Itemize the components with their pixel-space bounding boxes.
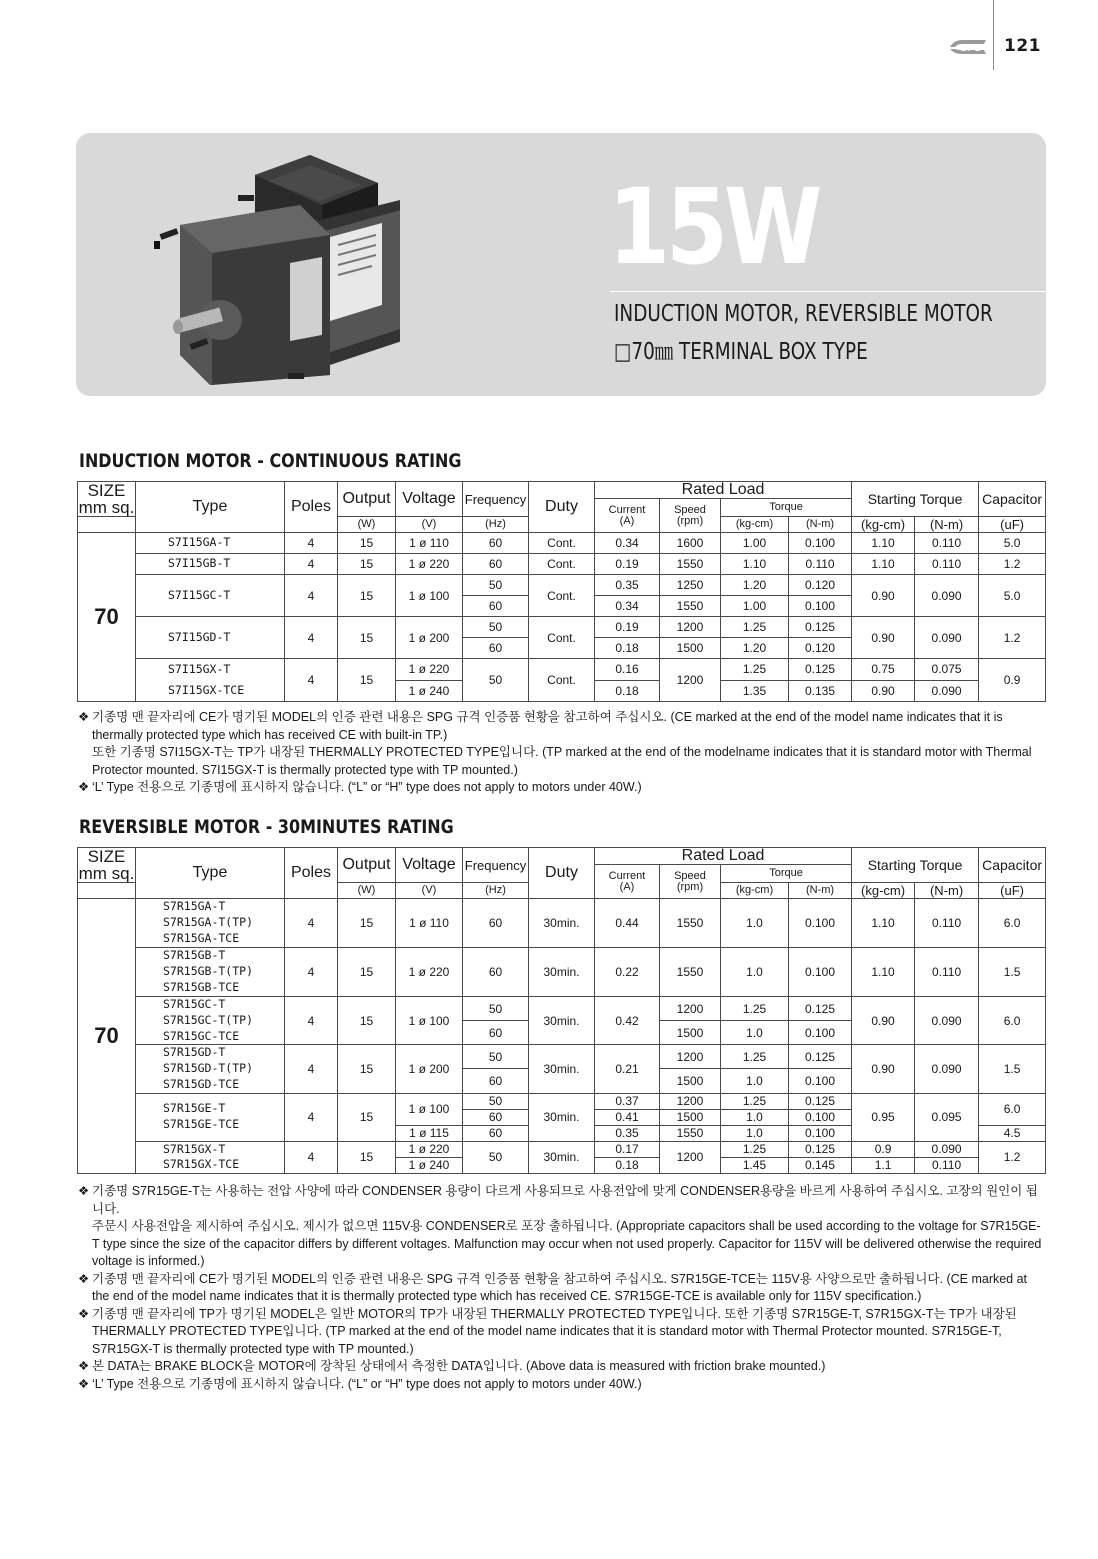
size-unit [78, 517, 136, 533]
capacitor-cell: 6.0 [979, 997, 1046, 1045]
torque-kg-cell: 1.45 [721, 1157, 789, 1173]
st-kg-cell: 1.10 [852, 533, 915, 554]
table-row [78, 1141, 1046, 1157]
torque-nm-unit: (N-m) [789, 883, 852, 899]
torque-kg-cell: 1.25 [721, 659, 789, 681]
torque-nm-cell: 0.100 [789, 1109, 852, 1125]
frequency-cell: 60 [463, 1125, 529, 1141]
current-cell: 0.44 [595, 899, 660, 948]
capacitor-cell: 5.0 [979, 533, 1046, 554]
torque-nm-cell: 0.100 [789, 533, 852, 554]
table-row [78, 617, 1046, 638]
poles-cell: 4 [285, 899, 338, 948]
torque-kg-cell: 1.25 [721, 1045, 789, 1069]
table-row [78, 948, 1046, 997]
model-type: S7R15GE-T S7R15GE-TCE [136, 1093, 285, 1141]
size-value: 70 [78, 899, 136, 1174]
torque-kg-cell: 1.25 [721, 1093, 789, 1109]
model-type: S7I15GX-T S7I15GX-TCE [136, 659, 285, 702]
note-item: ❖ 기종명 맨 끝자리에 CE가 명기된 MODEL의 인증 관련 내용은 SPG 규격 인증품 현황을 참고하여 주십시오. (CE marked at the end of the model name indicates that it is thermally protected type which has received CE with built-in TP.) 또한 기종명 S7I15GX-T는 TP가 내장된 THERMALLY PROTECTED TYPE입니다. (TP marked at the end of the modelname indicates that it is standard motor with Thermal Protector mounted. S7I15GX-T is thermally protected type with TP mounted.) [78, 710, 1032, 777]
induction-table [77, 481, 1046, 702]
st-nm-cell: 0.110 [915, 899, 979, 948]
voltage-unit: (V) [396, 517, 463, 533]
voltage-cell: 1 ø 220 [396, 948, 463, 997]
voltage-cell: 1 ø 200 [396, 617, 463, 659]
st-nm-cell: 0.090 [915, 617, 979, 659]
induction-section-title: INDUCTION MOTOR - CONTINUOUS RATING [79, 450, 462, 472]
torque-nm-cell: 0.145 [789, 1157, 852, 1173]
current-cell: 0.34 [595, 596, 660, 617]
motor-photo [150, 145, 400, 385]
torque-header: Torque [721, 499, 852, 517]
output-cell: 15 [338, 659, 396, 702]
header-divider [993, 0, 994, 70]
wattage-heading: 15W [608, 166, 819, 288]
current-cell: 0.17 [595, 1141, 660, 1157]
capacitor-cell: 4.5 [979, 1125, 1046, 1141]
table-row [78, 659, 1046, 681]
output-cell: 15 [338, 997, 396, 1045]
rated-load-header: Rated Load [595, 848, 852, 865]
duty-cell: 30min. [529, 1045, 595, 1093]
output-header: Output [338, 848, 396, 883]
voltage-cell: 1 ø 100 [396, 1093, 463, 1125]
frequency-cell: 50 [463, 1141, 529, 1174]
speed-cell: 1200 [660, 1045, 721, 1069]
reversible-notes [78, 1183, 1045, 1393]
duty-cell: 30min. [529, 948, 595, 997]
frequency-cell: 50 [463, 997, 529, 1021]
voltage-cell: 1 ø 240 [396, 680, 463, 702]
duty-cell: Cont. [529, 554, 595, 575]
torque-nm-unit: (N-m) [789, 517, 852, 533]
capacitor-unit: (uF) [979, 883, 1046, 899]
duty-header: Duty [529, 482, 595, 533]
duty-header: Duty [529, 848, 595, 899]
frequency-unit: (Hz) [463, 883, 529, 899]
st-kg-cell: 0.90 [852, 680, 915, 702]
current-cell: 0.35 [595, 1125, 660, 1141]
voltage-header: Voltage [396, 848, 463, 883]
type-header: Type [136, 848, 285, 899]
speed-cell: 1500 [660, 1069, 721, 1093]
current-cell: 0.19 [595, 554, 660, 575]
speed-header: Speed (rpm) [660, 499, 721, 533]
frequency-cell: 60 [463, 1021, 529, 1045]
table-row [78, 575, 1046, 596]
frequency-unit: (Hz) [463, 517, 529, 533]
speed-cell: 1200 [660, 1141, 721, 1174]
st-kg-cell: 0.90 [852, 617, 915, 659]
speed-cell: 1550 [660, 899, 721, 948]
voltage-header: Voltage [396, 482, 463, 517]
current-cell: 0.19 [595, 617, 660, 638]
poles-header: Poles [285, 848, 338, 899]
st-nm-cell: 0.110 [915, 554, 979, 575]
model-type: S7I15GD-T [136, 617, 285, 659]
frequency-cell: 60 [463, 554, 529, 575]
speed-cell: 1600 [660, 533, 721, 554]
voltage-cell: 1 ø 100 [396, 997, 463, 1045]
speed-cell: 1500 [660, 1021, 721, 1045]
poles-cell: 4 [285, 617, 338, 659]
torque-kg-cell: 1.25 [721, 617, 789, 638]
speed-cell: 1550 [660, 554, 721, 575]
torque-nm-cell: 0.120 [789, 575, 852, 596]
torque-nm-cell: 0.100 [789, 1069, 852, 1093]
st-kg-cell: 0.95 [852, 1093, 915, 1141]
torque-nm-cell: 0.100 [789, 596, 852, 617]
output-cell: 15 [338, 575, 396, 617]
st-kg-cell: 0.9 [852, 1141, 915, 1157]
current-cell: 0.42 [595, 997, 660, 1045]
hero-subtitle-2: □70㎜ TERMINAL BOX TYPE [614, 339, 868, 365]
torque-kg-cell: 1.0 [721, 1069, 789, 1093]
note-item: ❖ 기종명 맨 끝자리에 CE가 명기된 MODEL의 인증 관련 내용은 SPG 규격 인증품 현황을 참고하여 주십시오. S7R15GE-TCE는 115V용 사양으로만 출하됩니다. (CE marked at the end of the model name indicates that it is thermally protected type which has received CE. S7R15GE-TCE is available only for 115V specification.) [78, 1271, 1028, 1303]
output-cell: 15 [338, 1141, 396, 1174]
voltage-cell: 1 ø 220 [396, 659, 463, 681]
note-item: ❖ ‘L’ Type 전용으로 기종명에 표시하지 않습니다. (“L” or “H” type does not apply to motors under 40W.) [78, 1376, 642, 1391]
torque-nm-cell: 0.125 [789, 1093, 852, 1109]
torque-kg-cell: 1.00 [721, 596, 789, 617]
induction-notes [78, 709, 1045, 797]
model-type: S7R15GC-T S7R15GC-T(TP) S7R15GC-TCE [136, 997, 285, 1045]
model-type: S7R15GA-T S7R15GA-T(TP) S7R15GA-TCE [136, 899, 285, 948]
speed-cell: 1500 [660, 1109, 721, 1125]
model-type: S7I15GB-T [136, 554, 285, 575]
size-unit [78, 883, 136, 899]
voltage-cell: 1 ø 220 [396, 554, 463, 575]
reversible-section-title: REVERSIBLE MOTOR - 30MINUTES RATING [79, 816, 454, 838]
model-type: S7I15GA-T [136, 533, 285, 554]
output-unit: (W) [338, 883, 396, 899]
model-type: S7R15GB-T S7R15GB-T(TP) S7R15GB-TCE [136, 948, 285, 997]
current-header: Current (A) [595, 865, 660, 899]
st-nm-unit: (N-m) [915, 883, 979, 899]
hero-subtitle-1: INDUCTION MOTOR, REVERSIBLE MOTOR [614, 301, 993, 327]
st-nm-cell: 0.075 [915, 659, 979, 681]
poles-cell: 4 [285, 575, 338, 617]
note-item: ❖ 기종명 S7R15GE-T는 사용하는 전압 사양에 따라 CONDENSER 용량이 다르게 사용되므로 사용전압에 맞게 CONDENSER용량을 바르게 사용하여 주십시오. 고장의 원인이 됩니다. 주문시 사용전압을 제시하여 주십시오. 제시가 없으면 115V용 CONDENSER로 포장 출하됩니다. (Appropriate capacitors shall be used according to the voltage for S7R15GE-T type since the size of the capacitor differs by different voltages. Malfunction may occur when not used properly. Capacitor for 115V will be delivered otherwise the required voltage is informed.) [78, 1184, 1042, 1268]
current-cell: 0.35 [595, 575, 660, 596]
st-kg-cell: 1.10 [852, 948, 915, 997]
current-cell: 0.41 [595, 1109, 660, 1125]
size-value: 70 [78, 533, 136, 702]
output-cell: 15 [338, 1093, 396, 1141]
capacitor-cell: 6.0 [979, 899, 1046, 948]
table-row [78, 533, 1046, 554]
model-type: S7I15GC-T [136, 575, 285, 617]
duty-cell: 30min. [529, 899, 595, 948]
frequency-cell: 60 [463, 533, 529, 554]
capacitor-header: Capacitor [979, 482, 1046, 517]
st-nm-cell: 0.090 [915, 575, 979, 617]
st-kg-cell: 0.90 [852, 997, 915, 1045]
voltage-cell: 1 ø 115 [396, 1125, 463, 1141]
duty-cell: Cont. [529, 533, 595, 554]
capacitor-cell: 0.9 [979, 659, 1046, 702]
capacitor-cell: 1.5 [979, 1045, 1046, 1093]
poles-cell: 4 [285, 554, 338, 575]
duty-cell: Cont. [529, 575, 595, 617]
table-row [78, 1045, 1046, 1069]
output-cell: 15 [338, 1045, 396, 1093]
frequency-cell: 60 [463, 899, 529, 948]
torque-kgcm-unit: (kg-cm) [721, 883, 789, 899]
torque-nm-cell: 0.125 [789, 997, 852, 1021]
st-nm-cell: 0.090 [915, 1045, 979, 1093]
st-kg-cell: 0.75 [852, 659, 915, 681]
table-row [78, 997, 1046, 1021]
duty-cell: Cont. [529, 617, 595, 659]
speed-cell: 1200 [660, 617, 721, 638]
st-kg-cell: 1.10 [852, 899, 915, 948]
poles-cell: 4 [285, 948, 338, 997]
torque-kg-cell: 1.20 [721, 575, 789, 596]
torque-nm-cell: 0.125 [789, 1141, 852, 1157]
output-header: Output [338, 482, 396, 517]
capacitor-cell: 1.2 [979, 1141, 1046, 1174]
current-cell: 0.21 [595, 1045, 660, 1093]
frequency-cell: 50 [463, 575, 529, 596]
capacitor-header: Capacitor [979, 848, 1046, 883]
note-item: ❖ ‘L’ Type 전용으로 기종명에 표시하지 않습니다. (“L” or “H” type does not apply to motors under 40W.) [78, 780, 642, 794]
type-header: Type [136, 482, 285, 533]
current-header: Current (A) [595, 499, 660, 533]
speed-cell: 1550 [660, 596, 721, 617]
duty-cell: Cont. [529, 659, 595, 702]
speed-cell: 1500 [660, 638, 721, 659]
current-cell: 0.37 [595, 1093, 660, 1109]
torque-kg-cell: 1.10 [721, 554, 789, 575]
size-header: SIZE mm sq. [78, 847, 135, 883]
current-cell: 0.16 [595, 659, 660, 681]
voltage-unit: (V) [396, 883, 463, 899]
torque-nm-cell: 0.125 [789, 659, 852, 681]
st-nm-unit: (N-m) [915, 517, 979, 533]
voltage-cell: 1 ø 200 [396, 1045, 463, 1093]
table-row [78, 899, 1046, 948]
output-cell: 15 [338, 617, 396, 659]
table-row [78, 554, 1046, 575]
poles-cell: 4 [285, 533, 338, 554]
poles-cell: 4 [285, 659, 338, 702]
voltage-cell: 1 ø 110 [396, 899, 463, 948]
current-cell: 0.18 [595, 1157, 660, 1173]
torque-kg-cell: 1.00 [721, 533, 789, 554]
voltage-cell: 1 ø 240 [396, 1157, 463, 1173]
hero-rule [610, 291, 1046, 292]
reversible-table [77, 847, 1046, 1174]
output-unit: (W) [338, 517, 396, 533]
duty-cell: 30min. [529, 997, 595, 1045]
st-kg-cell: 0.90 [852, 1045, 915, 1093]
output-cell: 15 [338, 554, 396, 575]
svg-text:SPG: SPG [961, 44, 982, 54]
torque-kg-cell: 1.25 [721, 997, 789, 1021]
duty-cell: 30min. [529, 1141, 595, 1174]
starting-torque-header: Starting Torque [852, 848, 979, 883]
torque-kg-cell: 1.0 [721, 899, 789, 948]
torque-header: Torque [721, 865, 852, 883]
torque-kg-cell: 1.0 [721, 1021, 789, 1045]
torque-nm-cell: 0.100 [789, 948, 852, 997]
st-nm-cell: 0.090 [915, 1141, 979, 1157]
torque-nm-cell: 0.100 [789, 899, 852, 948]
st-nm-cell: 0.110 [915, 948, 979, 997]
st-nm-cell: 0.095 [915, 1093, 979, 1141]
frequency-header: Frequency [463, 482, 529, 517]
model-type: S7R15GD-T S7R15GD-T(TP) S7R15GD-TCE [136, 1045, 285, 1093]
torque-nm-cell: 0.100 [789, 1021, 852, 1045]
rated-load-header: Rated Load [595, 482, 852, 499]
torque-nm-cell: 0.135 [789, 680, 852, 702]
voltage-cell: 1 ø 110 [396, 533, 463, 554]
frequency-cell: 50 [463, 1045, 529, 1069]
st-nm-cell: 0.110 [915, 533, 979, 554]
st-nm-cell: 0.110 [915, 1157, 979, 1173]
voltage-cell: 1 ø 220 [396, 1141, 463, 1157]
output-cell: 15 [338, 948, 396, 997]
frequency-cell: 60 [463, 596, 529, 617]
note-item: ❖ 기종명 맨 끝자리에 TP가 명기된 MODEL은 일반 MOTOR의 TP가 내장된 THERMALLY PROTECTED TYPE입니다. 또한 기종명 S7R15GE-T, S7R15GX-T는 TP가 내장된 THERMALLY PROTECTED TYPE입니다. (TP marked at the end of the model name indicates that it is standard motor with Thermal Protector mounted. S7R15GE-T, S7R15GX-T is thermally protected type with TP mounted.) [78, 1306, 1017, 1356]
capacitor-unit: (uF) [979, 517, 1046, 533]
poles-header: Poles [285, 482, 338, 533]
note-item: ❖ 본 DATA는 BRAKE BLOCK을 MOTOR에 장착된 상태에서 측정한 DATA입니다. (Above data is measured with friction brake mounted.) [78, 1359, 826, 1373]
st-kg-cell: 1.10 [852, 554, 915, 575]
poles-cell: 4 [285, 1093, 338, 1141]
st-nm-cell: 0.090 [915, 680, 979, 702]
page-number: 121 [1004, 36, 1041, 56]
frequency-header: Frequency [463, 848, 529, 883]
output-cell: 15 [338, 533, 396, 554]
capacitor-cell: 1.2 [979, 554, 1046, 575]
st-kgcm-unit: (kg-cm) [852, 517, 915, 533]
torque-nm-cell: 0.120 [789, 638, 852, 659]
table-row [78, 1093, 1046, 1109]
torque-nm-cell: 0.110 [789, 554, 852, 575]
current-cell: 0.18 [595, 638, 660, 659]
capacitor-cell: 1.5 [979, 948, 1046, 997]
torque-nm-cell: 0.125 [789, 617, 852, 638]
speed-cell: 1550 [660, 1125, 721, 1141]
frequency-cell: 50 [463, 617, 529, 638]
frequency-cell: 60 [463, 948, 529, 997]
current-cell: 0.18 [595, 680, 660, 702]
capacitor-cell: 1.2 [979, 617, 1046, 659]
torque-kg-cell: 1.0 [721, 1125, 789, 1141]
st-nm-cell: 0.090 [915, 997, 979, 1045]
torque-kg-cell: 1.0 [721, 948, 789, 997]
torque-kg-cell: 1.0 [721, 1109, 789, 1125]
speed-cell: 1200 [660, 1093, 721, 1109]
speed-header: Speed (rpm) [660, 865, 721, 899]
duty-cell: 30min. [529, 1093, 595, 1141]
current-cell: 0.22 [595, 948, 660, 997]
output-cell: 15 [338, 899, 396, 948]
capacitor-cell: 5.0 [979, 575, 1046, 617]
st-kg-cell: 1.1 [852, 1157, 915, 1173]
poles-cell: 4 [285, 997, 338, 1045]
starting-torque-header: Starting Torque [852, 482, 979, 517]
torque-kg-cell: 1.25 [721, 1141, 789, 1157]
speed-cell: 1250 [660, 575, 721, 596]
poles-cell: 4 [285, 1045, 338, 1093]
capacitor-cell: 6.0 [979, 1093, 1046, 1125]
voltage-cell: 1 ø 100 [396, 575, 463, 617]
torque-nm-cell: 0.125 [789, 1045, 852, 1069]
frequency-cell: 50 [463, 659, 529, 702]
st-kgcm-unit: (kg-cm) [852, 883, 915, 899]
hero-banner [76, 133, 1046, 396]
spg-logo [948, 38, 988, 56]
frequency-cell: 50 [463, 1093, 529, 1109]
speed-cell: 1200 [660, 659, 721, 702]
torque-kg-cell: 1.20 [721, 638, 789, 659]
frequency-cell: 60 [463, 638, 529, 659]
torque-nm-cell: 0.100 [789, 1125, 852, 1141]
model-type: S7R15GX-T S7R15GX-TCE [136, 1141, 285, 1174]
speed-cell: 1550 [660, 948, 721, 997]
frequency-cell: 60 [463, 1069, 529, 1093]
st-kg-cell: 0.90 [852, 575, 915, 617]
current-cell: 0.34 [595, 533, 660, 554]
torque-kgcm-unit: (kg-cm) [721, 517, 789, 533]
poles-cell: 4 [285, 1141, 338, 1174]
torque-kg-cell: 1.35 [721, 680, 789, 702]
speed-cell: 1200 [660, 997, 721, 1021]
frequency-cell: 60 [463, 1109, 529, 1125]
size-header: SIZE mm sq. [78, 481, 135, 517]
